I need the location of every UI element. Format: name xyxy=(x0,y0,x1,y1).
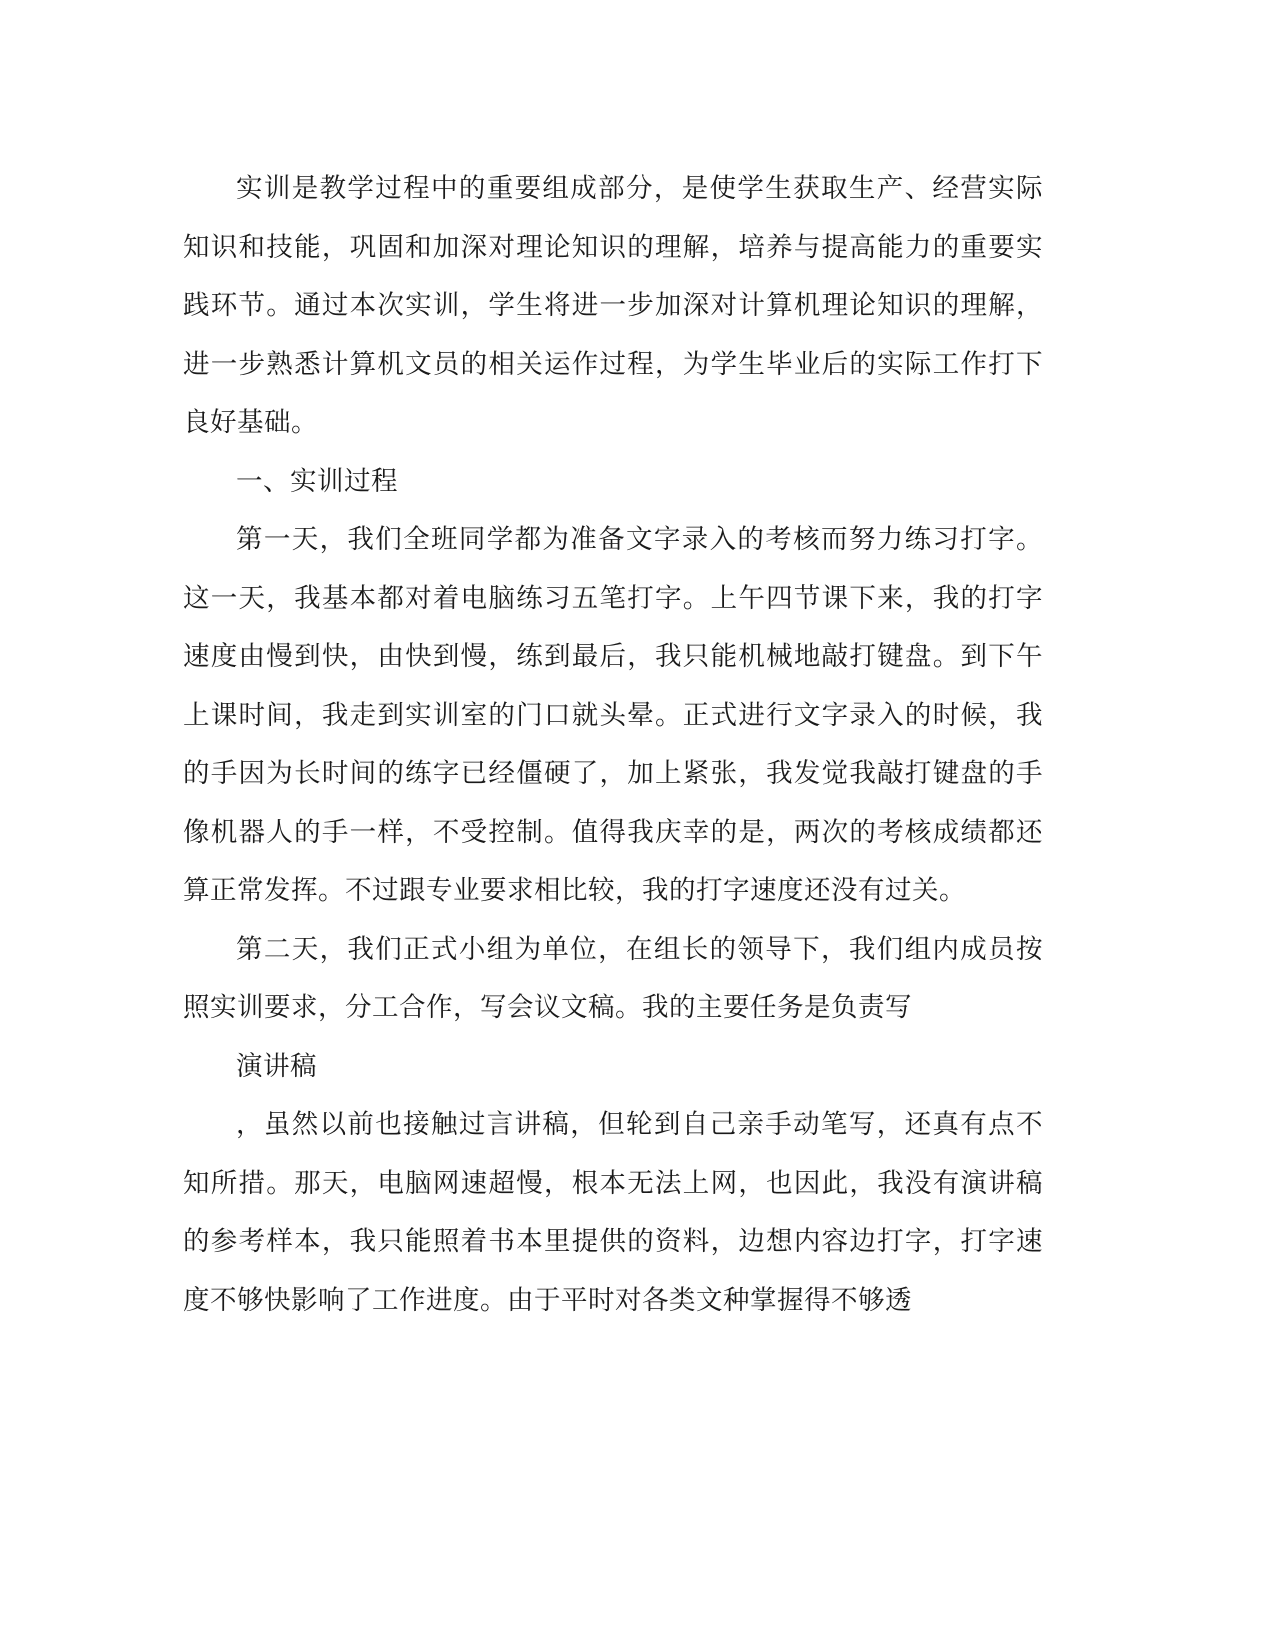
paragraph-intro: 实训是教学过程中的重要组成部分，是使学生获取生产、经营实际知识和技能，巩固和加深对理论知识的理解，培养与提高能力的重要实践环节。通过本次实训，学生将进一步加深对计算机理论知识的理解，进一步熟悉计算机文员的相关运作过程，为学生毕业后的实际工作打下良好基础。 xyxy=(183,173,1043,438)
paragraph-speech-draft: 演讲稿 xyxy=(236,1050,317,1082)
section-heading-training-process: 一、实训过程 xyxy=(236,465,398,497)
document-body xyxy=(183,160,1043,1330)
paragraph-day-two: 第二天，我们正式小组为单位，在组长的领导下，我们组内成员按照实训要求，分工合作，写会议文稿。我的主要任务是负责写 xyxy=(183,933,1043,1023)
paragraph-speech-continued: ，虽然以前也接触过言讲稿，但轮到自己亲手动笔写，还真有点不知所措。那天，电脑网速超慢，根本无法上网，也因此，我没有演讲稿的参考样本，我只能照着书本里提供的资料，边想内容边打字，打字速度不够快影响了工作进度。由于平时对各类文种掌握得不够透 xyxy=(183,1109,1043,1316)
paragraph-day-one: 第一天，我们全班同学都为准备文字录入的考核而努力练习打字。这一天，我基本都对着电脑练习五笔打字。上午四节课下来，我的打字速度由慢到快，由快到慢，练到最后，我只能机械地敲打键盘。到下午上课时间，我走到实训室的门口就头晕。正式进行文字录入的时候，我的手因为长时间的练字已经僵硬了，加上紧张，我发觉我敲打键盘的手像机器人的手一样，不受控制。值得我庆幸的是，两次的考核成绩都还算正常发挥。不过跟专业要求相比较，我的打字速度还没有过关。 xyxy=(183,524,1043,906)
